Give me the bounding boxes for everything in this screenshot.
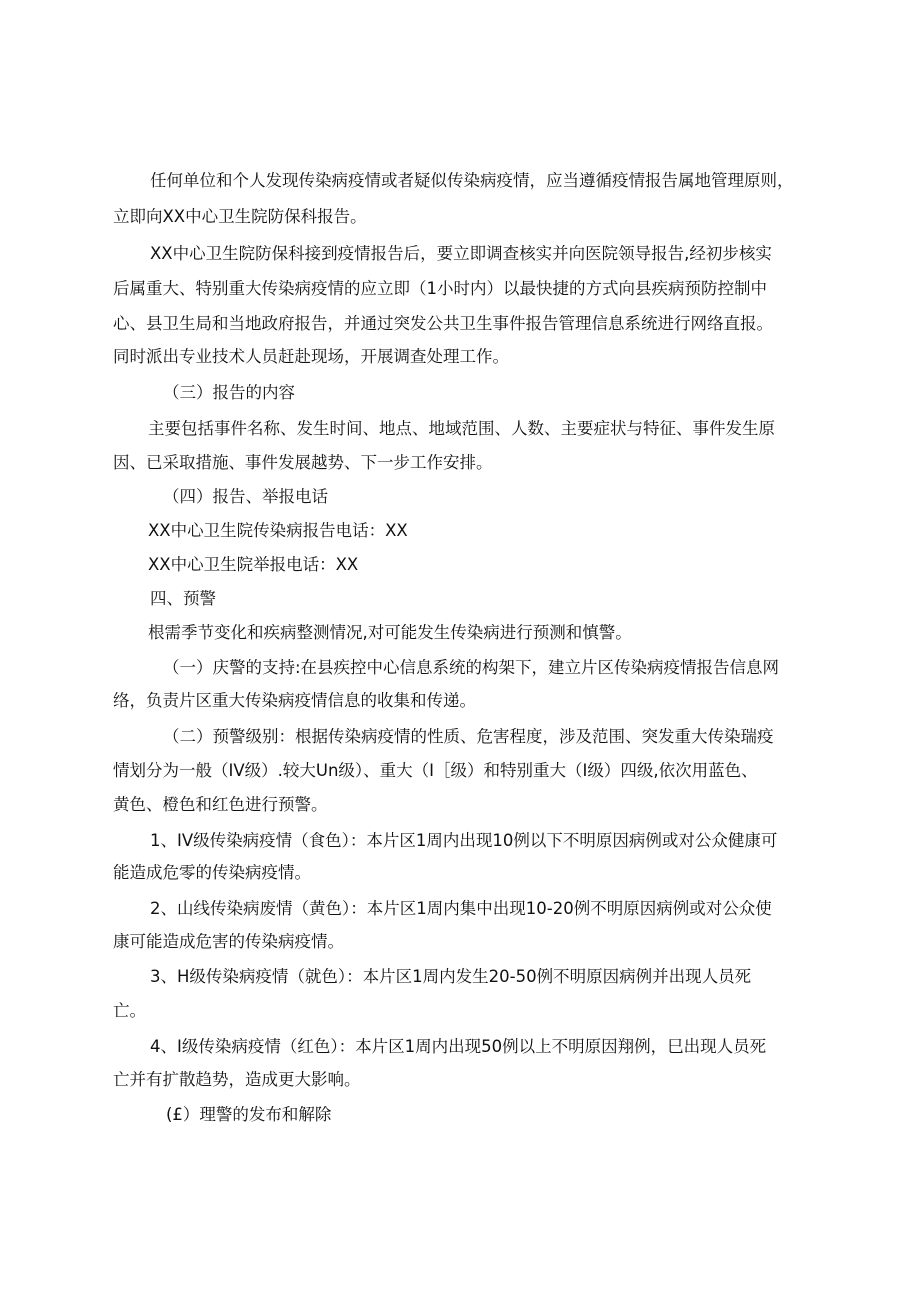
list-item-line: 1、IV级传染病疫情（食色）：本片区1周内出现10例以下不明原因病例或对公众健康可 [150,831,778,850]
paragraph-line: 主要包括事件名称、发生时间、地点、地域范围、人数、主要症状与特征、事件发生原 [148,419,775,438]
list-item-line: 亡并有扩散趋势，造成更大影响。 [113,1070,361,1089]
section-heading: 四、预警 [150,589,216,608]
paragraph-line: 心、县卫生局和当地政府报告，并通过突发公共卫生事件报告管理信息系统进行网络直报。 [113,314,773,333]
section-heading: （三）报告的内容 [163,383,295,402]
paragraph-line: （一）庆警的支持:在县疾控中心信息系统的构架下，建立片区传染病疫情报告信息网 [163,658,780,677]
list-item-line: 4、I级传染病疫情（红色）：本片区1周内出现50例以上不明原因翔例，巳出现人员死 [150,1037,767,1056]
paragraph-line: 后属重大、特别重大传染病疫情的应立即（1小时内）以最快捷的方式向县疾病预防控制中 [113,279,767,298]
paragraph-line: 黄色、橙色和红色进行预警。 [113,795,328,814]
paragraph-line: 立即向XX中心卫生院防保科报告。 [113,207,367,226]
paragraph-line: XX中心卫生院防保科接到疫情报告后，要立即调查核实并向医院领导报告,经初步核实 [150,244,772,263]
paragraph-line: 同时派出专业技术人员赶赴现场，开展调查处理工作。 [113,347,509,366]
paragraph-line: 任何单位和个人发现传染病疫情或者疑似传染病疫情，应当遵循疫情报告属地管理原则， [150,171,794,190]
section-heading: （四）报告、举报电话 [163,487,328,506]
list-item-line: 能造成危零的传染病疫情。 [113,863,311,882]
paragraph-line: （二）预警级别：根据传染病疫情的性质、危害程度，涉及范围、突发重大传染瑞疫 [163,727,774,746]
phone-line: XX中心卫生院举报电话：XX [148,555,359,574]
list-item-line: 康可能造成危害的传染病疫情。 [113,932,344,951]
paragraph-line: 络，负责片区重大传染病疫情信息的收集和传递。 [113,691,476,710]
paragraph-line: 情划分为一般（IV级）.较大Un级）、重大（I［级）和特别重大（I级）四级,依次用蓝色、 [113,761,758,780]
list-item-line: 2、山线传染病废情（黄色）：本片区1周内集中出现10-20例不明原因病例或对公众使 [150,899,772,918]
paragraph-line: 因、已采取措施、事件发展越势、下一步工作安排。 [113,453,493,472]
phone-line: XX中心卫生院传染病报告电话：XX [148,521,408,540]
list-item-line: 亡。 [113,1001,146,1020]
section-heading: (£）理警的发布和解除 [166,1105,332,1124]
list-item-line: 3、H级传染病疫情（就色）：本片区1周内发生20-50例不明原因病例并出现人员死 [150,967,752,986]
paragraph-line: 根需季节变化和疾病整测情况,对可能发生传染病进行预测和慎警。 [148,623,632,642]
